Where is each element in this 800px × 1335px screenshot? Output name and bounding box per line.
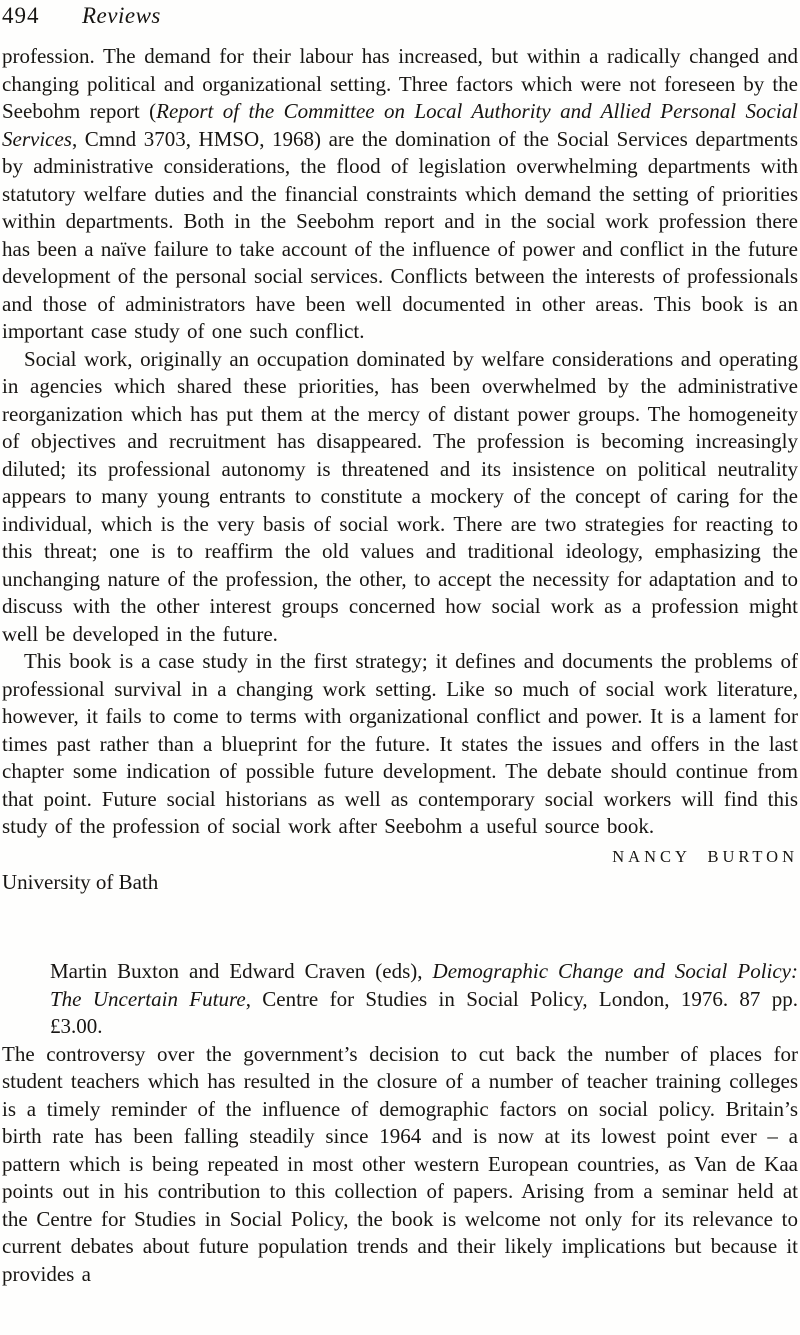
review-2-paragraph-1: The controversy over the government’s decision to cut back the number of places for student teachers which has resulted in the closure of a number of teacher training colleges is a timely reminder of the influence of demographic factors on social policy. Britain’s birth rate has been falling steadily since 1964 and is now at its lowest point ever – a pattern which is being repeated in most other western European countries, as Van de Kaa points out in his contribution to this collection of papers. Arising from a seminar held at the Centre for Studies in Social Policy, the book is welcome not only for its relevance to current debates about future population trends and their likely implications but because it provides a <box>2 1041 798 1286</box>
section-title: Reviews <box>82 3 161 28</box>
review-1-paragraph-2: Social work, originally an occupation dominated by welfare considerations and operating in agencies which shared these priorities, has been overwhelmed by the administrative reorganization which has put them at the mercy of distant power groups. The homogeneity of objectives and recruitment has disappeared. The profession is becoming increasingly diluted; its professional autonomy is threatened and its insistence on political neutrality appears to many young entrants to constitute a mockery of the concept of caring for the individual, which is the very basis of social work. There are two strategies for reacting to this threat; one is to reaffirm the old values and traditional ideology, emphasizing the unchanging nature of the profession, the other, to accept the necessity for adaptation and to discuss with the other interest groups concerned how social work as a profession might well be developed in the future. <box>2 346 798 646</box>
reviewer-affiliation: University of Bath <box>2 869 159 894</box>
reviewer-name: NANCY BURTON <box>612 846 798 866</box>
running-head <box>2 2 798 30</box>
page-number: 494 <box>2 3 40 28</box>
review-1 <box>2 43 798 896</box>
review-1-paragraph-3: This book is a case study in the first strategy; it defines and documents the problems of professional survival in a changing work setting. Like so much of social work literature, however, it fails to come to terms with organizational conflict and power. It is a lament for times past rather than a blueprint for the future. It states the issues and offers in the last chapter some indication of possible future development. The debate should continue from that point. Future social historians as well as contemporary social workers will find this study of the profession of social work after Seebohm a useful source book. <box>2 649 798 838</box>
review-2-book-citation: Martin Buxton and Edward Craven (eds), Demographic Change and Social Policy: The Uncertain Future, Centre for Studies in Social Policy, London, 1976. 87 pp. £3.00. <box>50 959 799 1038</box>
review-1-paragraph-1: profession. The demand for their labour has increased, but within a radically changed and changing political and organizational setting. Three factors which were not foreseen by the Seebohm report (Report of the Committee on Local Authority and Allied Personal Social Services, Cmnd 3703, HMSO, 1968) are the domination of the Social Services departments by administrative considerations, the flood of legislation overwhelming departments with statutory welfare duties and the financial constraints which demand the setting of priorities within departments. Both in the Seebohm report and in the social work profession there has been a naïve failure to take account of the influence of power and conflict in the future development of the personal social services. Conflicts between the interests of professionals and those of administrators have been well documented in other areas. This book is an important case study of one such conflict. <box>2 44 799 343</box>
review-2 <box>2 958 798 1288</box>
